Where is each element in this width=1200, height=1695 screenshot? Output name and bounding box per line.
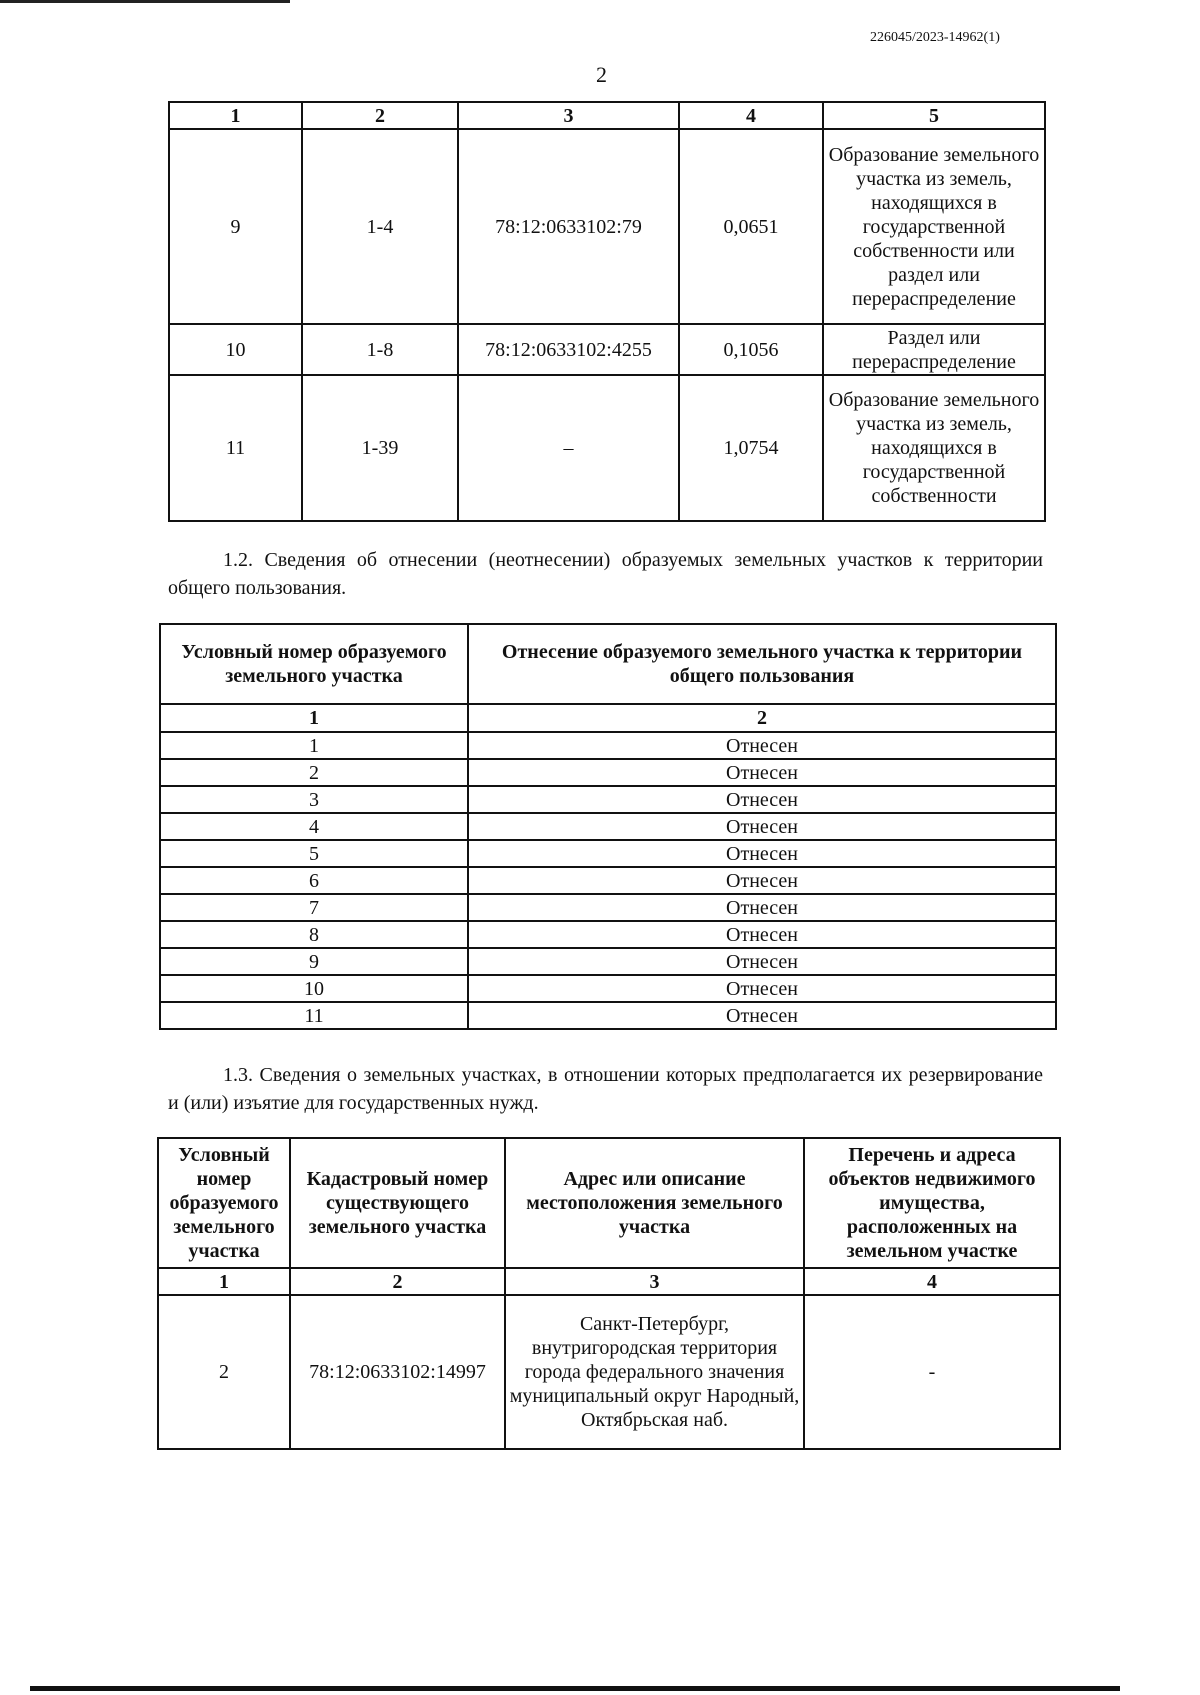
cell: 0,0651: [679, 129, 823, 324]
header-cell: Адрес или описание местоположения земельного участка: [505, 1138, 804, 1268]
table-row: [169, 129, 1045, 324]
table-row: [160, 921, 1056, 948]
cell: Отнесен: [468, 786, 1056, 813]
table-row: [160, 894, 1056, 921]
cell: 4: [160, 813, 468, 840]
table-reservation: [157, 1137, 1061, 1450]
cell: Образование земельного участка из земель, находящихся в государственной собственности: [823, 375, 1045, 521]
table-header: [158, 1138, 1060, 1268]
table-public-use: [159, 623, 1057, 1030]
scan-edge-line: [0, 0, 290, 3]
cell: 1,0754: [679, 375, 823, 521]
table-row: [160, 867, 1056, 894]
table-column-numbers: [160, 704, 1056, 732]
table-row: [160, 1002, 1056, 1029]
header-cell: Кадастровый номер существующего земельного участка: [290, 1138, 505, 1268]
cell: 78:12:0633102:79: [458, 129, 679, 324]
table-row: [160, 732, 1056, 759]
cell: 2: [158, 1295, 290, 1449]
cell: 1-8: [302, 324, 458, 375]
cell: Отнесен: [468, 867, 1056, 894]
cell: Санкт-Петербург, внутригородская территория города федерального значения муниципальный округ Народный, Октябрьская наб.: [505, 1295, 804, 1449]
section-1-3-text: 1.3. Сведения о земельных участках, в отношении которых предполагается их резервирование и (или) изъятие для государственных нужд.: [168, 1064, 1043, 1114]
table-plots: [168, 101, 1046, 522]
page-number: 2: [596, 62, 607, 87]
cell: Отнесен: [468, 732, 1056, 759]
table-row: [160, 840, 1056, 867]
cell: 1: [160, 732, 468, 759]
cell: Отнесен: [468, 948, 1056, 975]
header-cell: Перечень и адреса объектов недвижимого имущества, расположенных на земельном участке: [804, 1138, 1060, 1268]
table-row: [160, 786, 1056, 813]
table-column-numbers: [158, 1268, 1060, 1295]
cell: 10: [160, 975, 468, 1002]
table-row: [160, 813, 1056, 840]
cell: Отнесен: [468, 840, 1056, 867]
cell: 1-4: [302, 129, 458, 324]
col-num: 1: [158, 1268, 290, 1295]
cell: 78:12:0633102:14997: [290, 1295, 505, 1449]
cell: 9: [169, 129, 302, 324]
col-num: 2: [290, 1268, 505, 1295]
cell: 9: [160, 948, 468, 975]
cell: Отнесен: [468, 921, 1056, 948]
cell: Отнесен: [468, 759, 1056, 786]
col-num: 2: [302, 102, 458, 129]
col-num: 2: [468, 704, 1056, 732]
cell: 7: [160, 894, 468, 921]
col-num: 3: [458, 102, 679, 129]
cell: Раздел или перераспределение: [823, 324, 1045, 375]
cell: 11: [160, 1002, 468, 1029]
cell: 10: [169, 324, 302, 375]
section-1-2-text: 1.2. Сведения об отнесении (неотнесении) образуемых земельных участков к территории общего пользования.: [168, 549, 1043, 599]
col-num: 1: [169, 102, 302, 129]
table-row: [160, 975, 1056, 1002]
cell: Отнесен: [468, 1002, 1056, 1029]
table-row: [158, 1295, 1060, 1449]
cell: –: [458, 375, 679, 521]
col-num: 5: [823, 102, 1045, 129]
header-cell: Отнесение образуемого земельного участка к территории общего пользования: [468, 624, 1056, 704]
table-header: [160, 624, 1056, 704]
cell: Отнесен: [468, 813, 1056, 840]
cell: 2: [160, 759, 468, 786]
col-num: 1: [160, 704, 468, 732]
cell: 11: [169, 375, 302, 521]
col-num: 3: [505, 1268, 804, 1295]
cell: 1-39: [302, 375, 458, 521]
cell: Отнесен: [468, 975, 1056, 1002]
cell: 6: [160, 867, 468, 894]
cell: 3: [160, 786, 468, 813]
header-cell: Условный номер образуемого земельного участка: [158, 1138, 290, 1268]
cell: -: [804, 1295, 1060, 1449]
cell: Образование земельного участка из земель, находящихся в государственной собственности или раздел или перераспределение: [823, 129, 1045, 324]
table-row: [169, 375, 1045, 521]
document-number: 226045/2023-14962(1): [870, 30, 1000, 45]
table-row: [160, 759, 1056, 786]
col-num: 4: [679, 102, 823, 129]
cell: 5: [160, 840, 468, 867]
table-row: [160, 948, 1056, 975]
cell: 78:12:0633102:4255: [458, 324, 679, 375]
cell: 0,1056: [679, 324, 823, 375]
cell: 8: [160, 921, 468, 948]
cell: Отнесен: [468, 894, 1056, 921]
col-num: 4: [804, 1268, 1060, 1295]
table-row: [169, 324, 1045, 375]
header-cell: Условный номер образуемого земельного участка: [160, 624, 468, 704]
table-column-numbers: [169, 102, 1045, 129]
scan-edge-line: [30, 1686, 1120, 1691]
